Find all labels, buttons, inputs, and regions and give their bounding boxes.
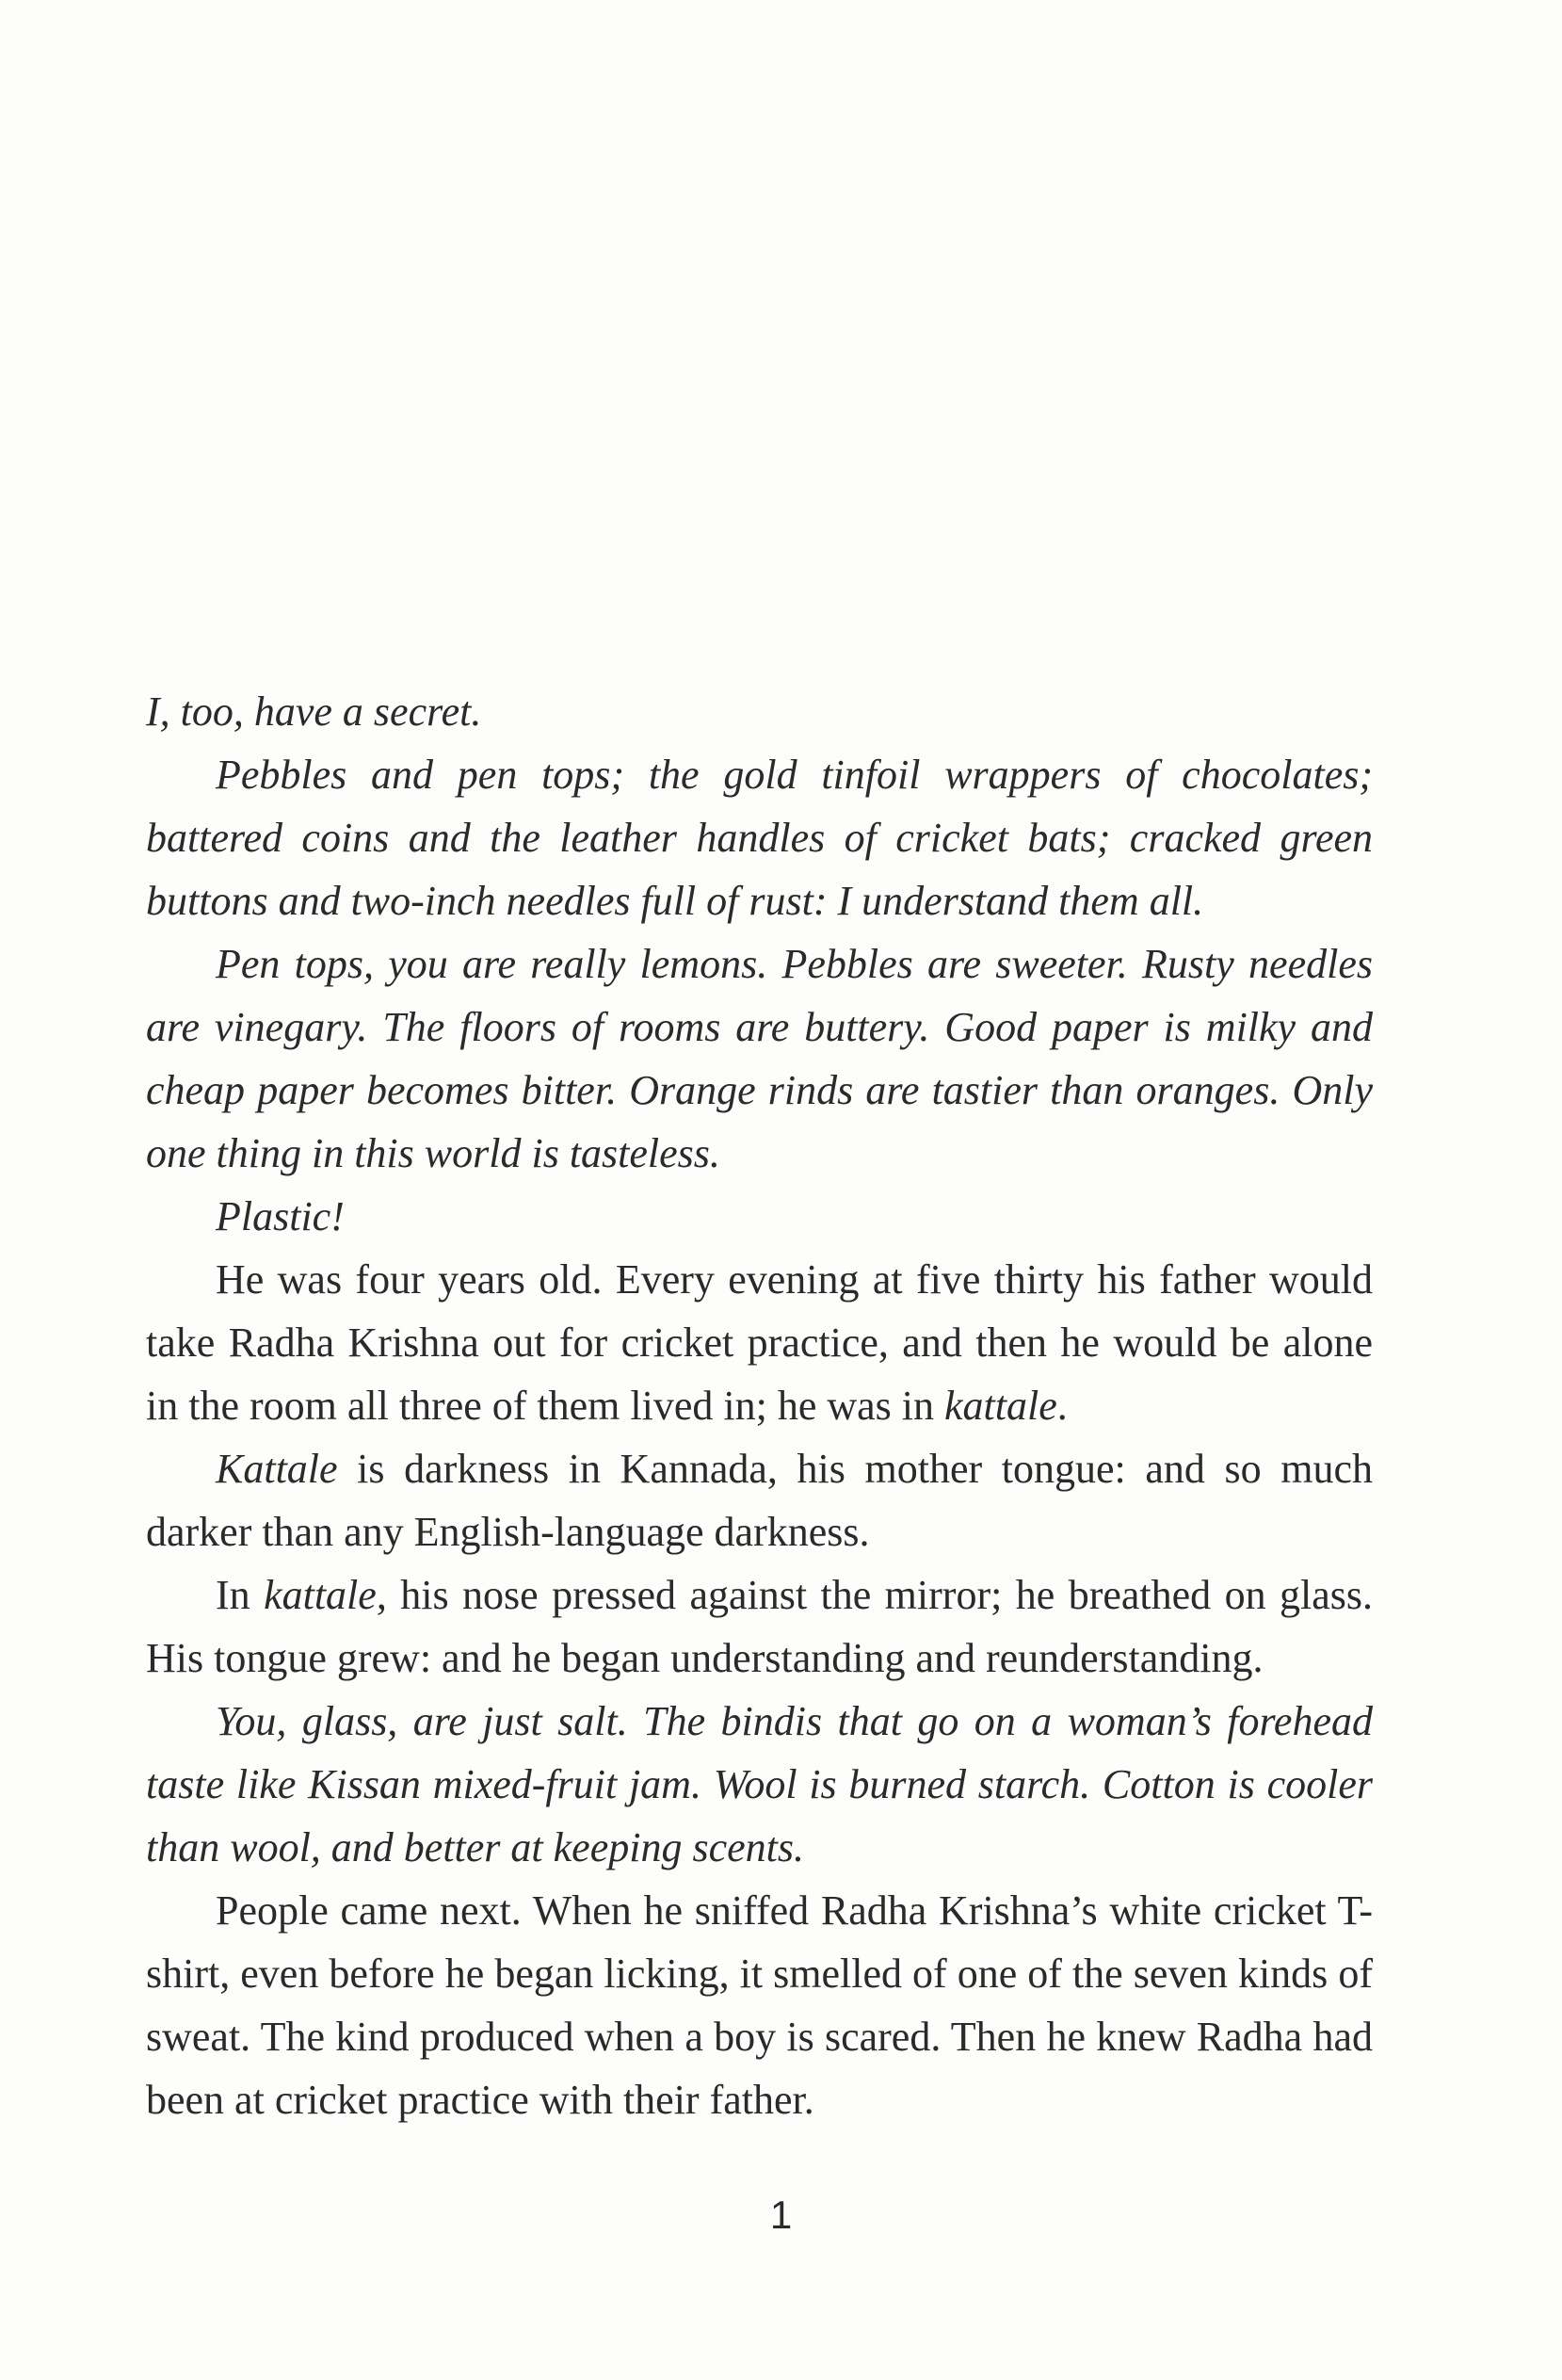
paragraph-segment: . (1056, 1383, 1068, 1429)
paragraph-8 (146, 1690, 1373, 1879)
paragraph-segment-italic: kattale (264, 1572, 377, 1618)
paragraph-segment: , his nose pressed against the mirror; he breathed on glass. His tongue grew: and he began understanding and reunderstanding. (146, 1572, 1373, 1681)
paragraph-4 (146, 1185, 1373, 1248)
paragraph-segment: is darkness in Kannada, his mother tongue: and so much darker than any English-language darkness. (146, 1446, 1373, 1555)
paragraph-3 (146, 932, 1373, 1185)
paragraph-2 (146, 743, 1373, 932)
paragraph-1 (146, 680, 1373, 743)
paragraph-segment: Pebbles and pen tops; the gold tinfoil wrappers of chocolates; battered coins and the leather handles of cricket bats; cracked green buttons and two-inch needles full of rust: I understand them all. (146, 752, 1373, 924)
paragraph-segment: I, too, have a secret. (146, 688, 482, 735)
paragraph-segment-italic: kattale (944, 1383, 1057, 1429)
paragraph-segment: You, glass, are just salt. The bindis that go on a woman’s forehead taste like Kissan mixed-fruit jam. Wool is burned starch. Cotton is cooler than wool, and better at keeping scents. (146, 1698, 1373, 1870)
paragraph-9 (146, 1879, 1373, 2131)
paragraph-segment: In (216, 1572, 265, 1618)
paragraph-segment: Pen tops, you are really lemons. Pebbles are sweeter. Rusty needles are vinegary. The floors of rooms are buttery. Good paper is milky and cheap paper becomes bitter. Orange rinds are tastier than oranges. Only one thing in this world is tasteless. (146, 941, 1373, 1176)
paragraph-segment-italic: Kattale (216, 1446, 338, 1492)
paragraph-7 (146, 1563, 1373, 1690)
body-text (146, 680, 1373, 2131)
paragraph-segment: Plastic! (216, 1193, 345, 1239)
paragraph-segment: People came next. When he sniffed Radha Krishna’s white cricket T-shirt, even before he began licking, it smelled of one of the seven kinds of sweat. The kind produced when a boy is scared. Then he knew Radha had been at cricket practice with their father. (146, 1887, 1373, 2123)
paragraph-6 (146, 1437, 1373, 1563)
paragraph-segment: He was four years old. Every evening at five thirty his father would take Radha Krishna out for cricket practice, and then he would be alone in the room all three of them lived in; he was in (146, 1256, 1373, 1429)
paragraph-5 (146, 1248, 1373, 1437)
page-number: 1 (769, 2193, 793, 2237)
